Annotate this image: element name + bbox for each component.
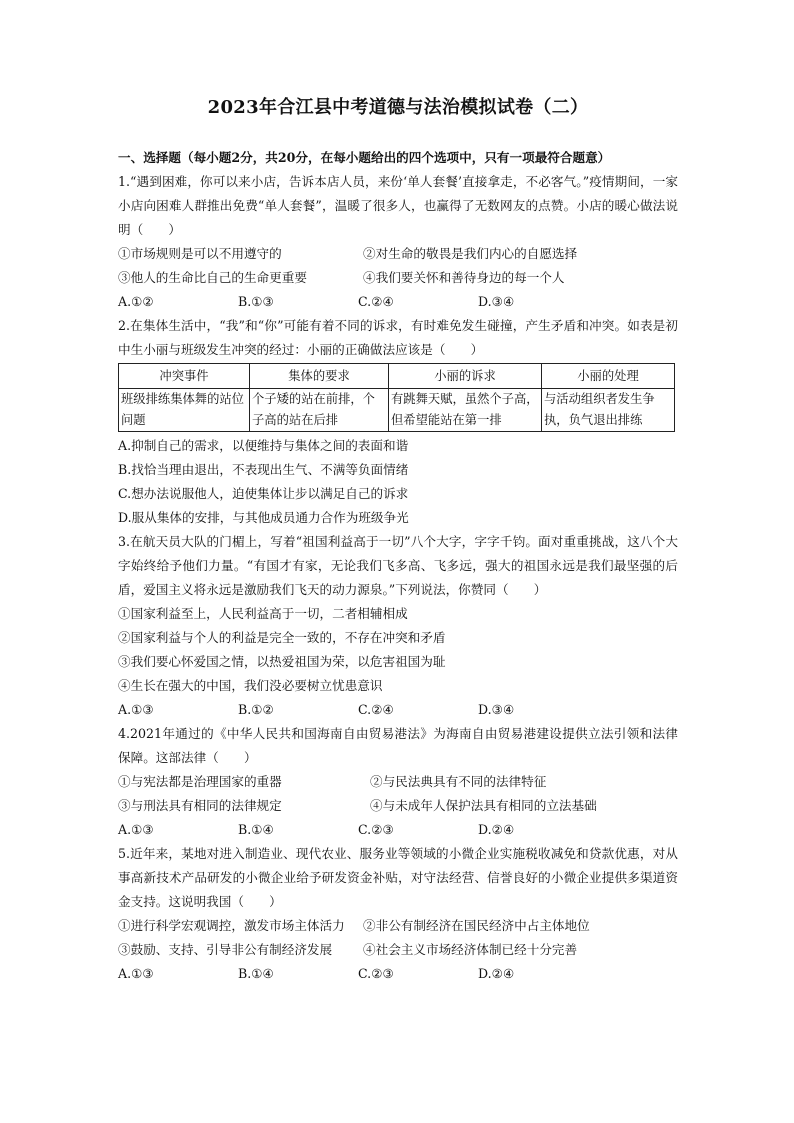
question-3-stem: 3.在航天员大队的门楣上，写着“祖国利益高于一切”八个大字，字字千钧。面对重重挑战，这八个大字始终给予他们力量。“有国才有家，无论我们飞多高、飞多远，强大的祖国永远是我们最坚强的后盾，爱国主义将永远是激励我们飞天的动力源泉。”下列说法，你赞同（ ）: [118, 534, 678, 597]
q2-option-a[interactable]: A.抑制自己的需求，以便维持与集体之间的表面和谐: [118, 438, 409, 453]
exam-content: [118, 146, 678, 986]
q4-statement-4: ④与未成年人保护法具有相同的立法基础: [370, 798, 597, 813]
q3-option-a[interactable]: A.①③: [118, 702, 154, 717]
q5-option-c[interactable]: C.②③: [358, 966, 394, 981]
q4-statement-1: ①与宪法都是治理国家的重器: [118, 774, 282, 789]
q4-option-c[interactable]: C.②③: [358, 822, 394, 837]
question-4: [118, 722, 678, 842]
q3-option-c[interactable]: C.②④: [358, 702, 394, 717]
q1-statement-4: ④我们要关怀和善待身边的每一个人: [363, 270, 565, 285]
table-header: 集体的要求: [250, 364, 389, 389]
q5-option-a[interactable]: A.①③: [118, 966, 154, 981]
q3-statement-1: ①国家利益至上，人民利益高于一切，二者相辅相成: [118, 606, 408, 621]
q3-option-d[interactable]: D.③④: [478, 702, 515, 717]
question-2: [118, 314, 678, 530]
table-row: [119, 389, 675, 432]
question-5-stem: 5.近年来，某地对进入制造业、现代农业、服务业等领域的小微企业实施税收减免和贷款优惠，对从事高新技术产品研发的小微企业给予研发资金补贴，对守法经营、信誉良好的小微企业提供多渠道资金支持。这说明我国（ ）: [118, 846, 678, 909]
q4-statement-3: ③与刑法具有相同的法律规定: [118, 798, 282, 813]
q5-statement-3: ③鼓励、支持、引导非公有制经济发展: [118, 942, 333, 957]
q5-option-d[interactable]: D.②④: [478, 966, 515, 981]
table-cell: 班级排练集体舞的站位问题: [119, 389, 250, 432]
q1-statement-1: ①市场规则是可以不用遵守的: [118, 246, 282, 261]
conflict-table: [118, 363, 675, 432]
q3-statement-4: ④生长在强大的中国，我们没必要树立忧患意识: [118, 678, 383, 693]
question-2-stem: 2.在集体生活中，“我”和“你”可能有着不同的诉求，有时难免发生碰撞，产生矛盾和冲突。如表是初中生小丽与班级发生冲突的经过：小丽的正确做法应该是（ ）: [118, 318, 678, 357]
q4-option-b[interactable]: B.①④: [238, 822, 274, 837]
q3-statement-3: ③我们要心怀爱国之情，以热爱祖国为荣，以危害祖国为耻: [118, 654, 446, 669]
q1-option-d[interactable]: D.③④: [478, 294, 515, 309]
table-header: 小丽的处理: [542, 364, 675, 389]
q4-option-a[interactable]: A.①③: [118, 822, 154, 837]
q5-statement-2: ②非公有制经济在国民经济中占主体地位: [363, 918, 590, 933]
q5-option-b[interactable]: B.①④: [238, 966, 274, 981]
table-header-row: [119, 364, 675, 389]
section-heading: 一、选择题（每小题2分，共20分，在每小题给出的四个选项中，只有一项最符合题意）: [118, 150, 611, 165]
question-1: [118, 170, 678, 314]
table-cell: 与活动组织者发生争执，负气退出排练: [542, 389, 675, 432]
question-5: [118, 842, 678, 986]
question-4-stem: 4.2021年通过的《中华人民共和国海南自由贸易港法》为海南自由贸易港建设提供立法引领和法律保障。这部法律（ ）: [118, 726, 678, 765]
table-header: 冲突事件: [119, 364, 250, 389]
q4-statement-2: ②与民法典具有不同的法律特征: [370, 774, 547, 789]
q5-statement-4: ④社会主义市场经济体制已经十分完善: [363, 942, 578, 957]
q2-option-d[interactable]: D.服从集体的安排，与其他成员通力合作为班级争光: [118, 510, 409, 525]
q3-option-b[interactable]: B.①②: [238, 702, 274, 717]
question-3: [118, 530, 678, 722]
table-cell: 个子矮的站在前排，个子高的站在后排: [250, 389, 389, 432]
q1-option-c[interactable]: C.②④: [358, 294, 394, 309]
exam-title: 2023年合江县中考道德与法治模拟试卷（二）: [207, 97, 589, 118]
q3-statement-2: ②国家利益与个人的利益是完全一致的，不存在冲突和矛盾: [118, 630, 446, 645]
q2-option-b[interactable]: B.找恰当理由退出，不表现出生气、不满等负面情绪: [118, 462, 409, 477]
table-cell: 有跳舞天赋，虽然个子高，但希望能站在第一排: [389, 389, 542, 432]
q2-option-c[interactable]: C.想办法说服他人，迫使集体让步以满足自己的诉求: [118, 486, 409, 501]
q1-option-a[interactable]: A.①②: [118, 294, 154, 309]
q1-statement-2: ②对生命的敬畏是我们内心的自愿选择: [363, 246, 578, 261]
table-header: 小丽的诉求: [389, 364, 542, 389]
q4-option-d[interactable]: D.②④: [478, 822, 515, 837]
q1-option-b[interactable]: B.①③: [238, 294, 274, 309]
q5-statement-1: ①进行科学宏观调控，激发市场主体活力: [118, 918, 345, 933]
q1-statement-3: ③他人的生命比自己的生命更重要: [118, 270, 307, 285]
question-1-stem: 1.“遇到困难，你可以来小店，告诉本店人员，来份‘单人套餐’直接拿走，不必客气。”疫情期间，一家小店向困难人群推出免费“单人套餐”，温暖了很多人，也赢得了无数网友的点赞。小店的暖心做法说明（ ）: [118, 174, 678, 237]
